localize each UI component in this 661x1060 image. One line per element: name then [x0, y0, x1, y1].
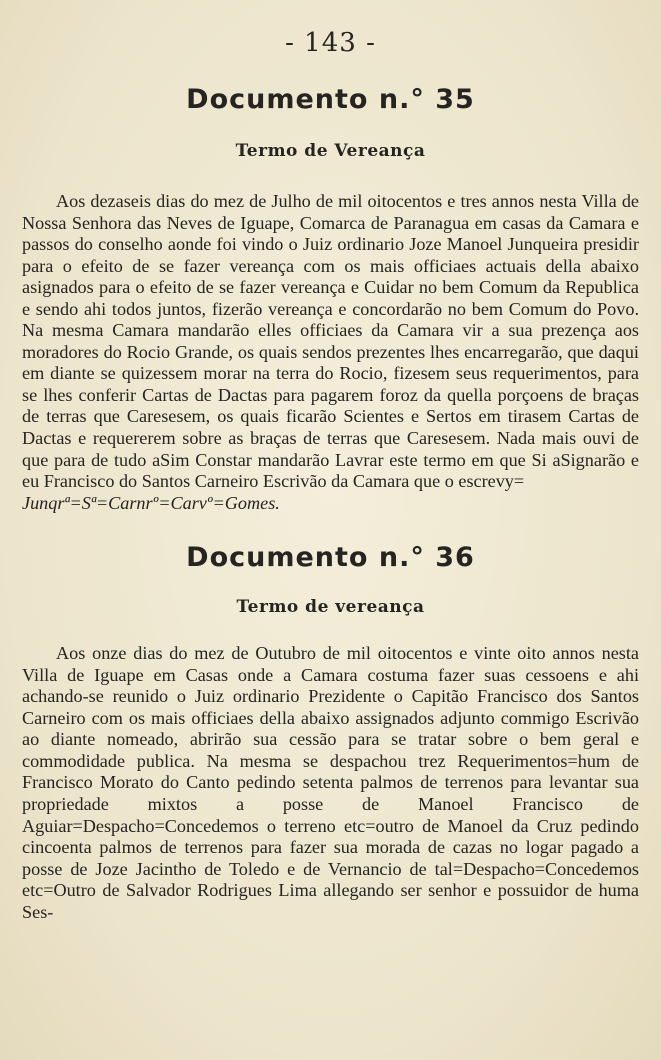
document-subheading: Termo de vereança [236, 597, 425, 618]
document-36-section [22, 542, 639, 923]
document-body-text: Aos onze dias do mez de Outubro de mil oitocentos e vinte oito annos nesta Villa de Iguape em Casas onde a Camara costuma fazer suas cessoens e ahi achando-se reunido o Juiz ordinario Prezidente o Capitão Francisco dos Santos Carneiro com os mais officiaes della abaixo assignados adjunto commigo Escrivão ao diante nomeado, abrirão sua cessão para se tratar sobre o bem geral e commodidade publica. Na mesma se despachou trez Requerimentos=hum de Francisco Morato do Canto pedindo setenta palmos de terrenos para levantar sua propriedade mixtos a posse de Manoel Francisco de Aguiar=Despacho=Concedemos o terreno etc=outro de Manoel da Cruz pedindo cincoenta palmos de terrenos para fazer sua morada de cazas no logar pagado a posse de Joze Jacintho de Toledo e de Vernancio de tal=Despacho=Concedemos etc=Outro de Salvador Rodrigues Lima allegando ser senhor e possuidor de huma Ses- [22, 643, 639, 922]
document-body-paragraph [22, 191, 639, 493]
document-body-text: Aos dezaseis dias do mez de Julho de mil oitocentos e tres annos nesta Villa de Nossa Senhora das Neves de Iguape, Comarca de Paranagua em casas da Camara e passos do conselho aonde foi vindo o Juiz ordinario Joze Manoel Junqueira presidir para o efeito de se fazer vereança com os mais officiaes actuais della abaixo asignados para o efeito de se fazer vereança e Cuidar no bem Comum da Republica e sendo ahi todos juntos, fizerão vereança e concordarão no bem Comum do Povo. Na mesma Camara mandarão elles officiaes da Camara vir a sua prezença aos moradores do Rocio Grande, os quais sendos prezentes lhes encarregarão, que daqui em diante se quizessem morar na terra do Rocio, fizesem seus requerimentos, para se lhes conferir Cartas de Dactas para pagarem foroz da quella porçoens de braças de terras que Caresesem, os quais ficarão Scientes e Sertos em tirasem Cartas de Dactas e requererem sobre as braças de terras que Caresesem. Nada mais ouvi de que para de tudo aSim Constar mandarão Lavrar este termo em que Si aSignarão e eu Francisco do Santos Carneiro Escrivão da Camara que o escrevy= [22, 191, 639, 492]
document-subheading: Termo de Vereança [235, 141, 426, 161]
document-body-paragraph [22, 643, 639, 923]
document-heading: Documento n.° 35 [186, 84, 475, 115]
page-number: - 143 - [285, 28, 376, 58]
document-heading: Documento n.° 36 [186, 542, 475, 574]
document-signature: Junqrª=Sª=Carnrº=Carvº=Gomes. [22, 492, 280, 513]
document-35-section [22, 84, 639, 514]
